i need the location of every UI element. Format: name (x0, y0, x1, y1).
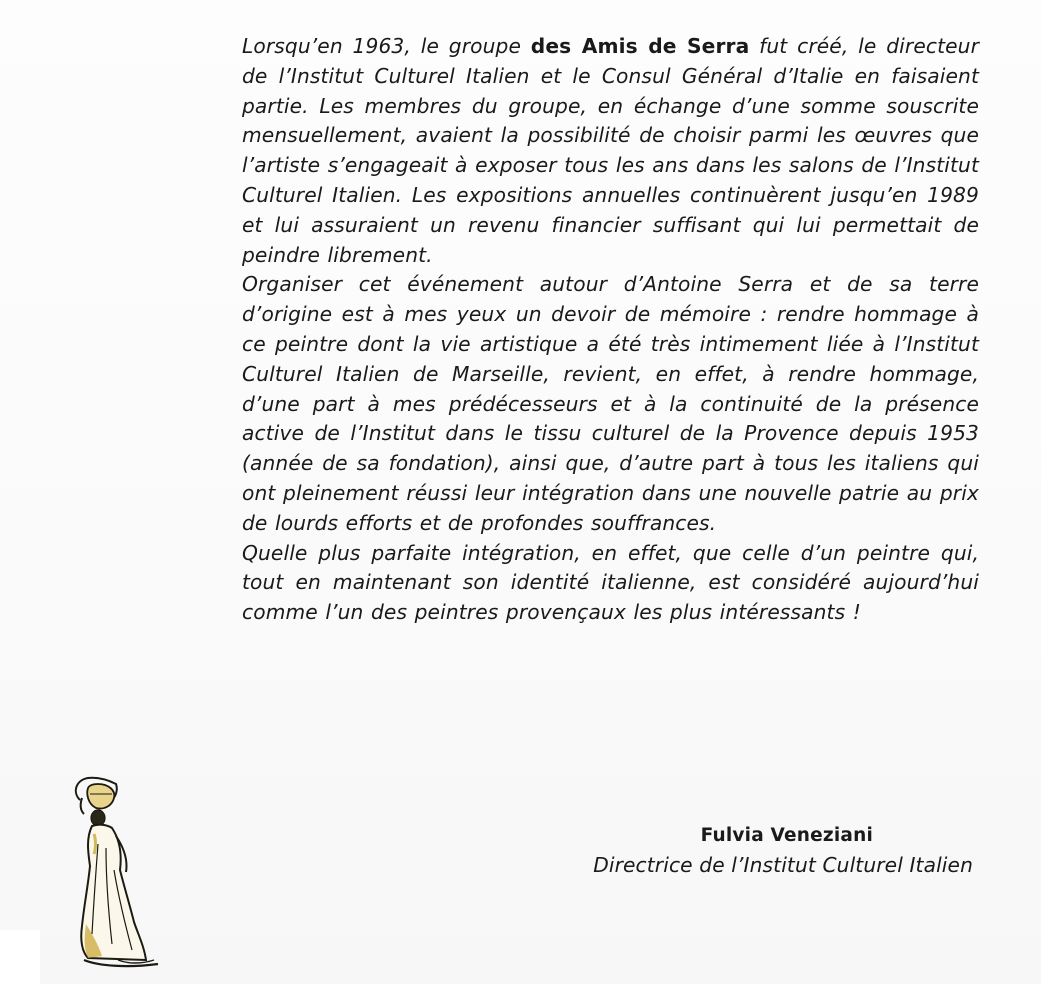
page-corner (0, 930, 40, 984)
signatory-name: Fulvia Veneziani (700, 825, 873, 846)
woman-carrying-jug-sketch-icon (58, 774, 176, 974)
paragraph-1 (242, 32, 979, 270)
paragraph-1-rest: fut créé, le directeur de l’Institut Culturel Italien et le Consul Général d’Italie en faisaient partie. Les membres du groupe, en échange d’une somme souscrite mensuellement, avaient la possibilité de choisir parmi les œuvres que l’artiste s’engageait à exposer tous les ans dans les salons de l’Institut Culturel Italien. Les expositions annuelles continuèrent jusqu’en 1989 et lui assuraient un revenu financier suffisant qui lui permettait de peindre librement. (242, 34, 979, 267)
signatory-title: Directrice de l’Institut Culturel Italien (593, 853, 973, 877)
paragraph-1-intro: Lorsqu’en 1963, le groupe (242, 34, 531, 58)
body-text (242, 32, 979, 628)
paragraph-2: Organiser cet événement autour d’Antoine Serra et de sa terre d’origine est à mes yeux un devoir de mémoire : rendre hommage à ce peintre dont la vie artistique a été très intimement liée à l’Institut Culturel Italien de Marseille, revient, en effet, à rendre hommage, d’une part à mes prédécesseurs et à la continuité de la présence active de l’Institut dans le tissu culturel de la Provence depuis 1953 (année de sa fondation), ainsi que, d’autre part à tous les italiens qui ont pleinement réussi leur intégration dans une nouvelle patrie au prix de lourds efforts et de profondes souffrances. (242, 272, 979, 535)
group-name: des Amis de Serra (530, 34, 750, 58)
paragraph-3: Quelle plus parfaite intégration, en effet, que celle d’un peintre qui, tout en maintenant son identité italienne, est considéré aujourd’hui comme l’un des peintres provençaux les plus intéressants ! (242, 540, 979, 625)
signature-block (513, 822, 973, 880)
